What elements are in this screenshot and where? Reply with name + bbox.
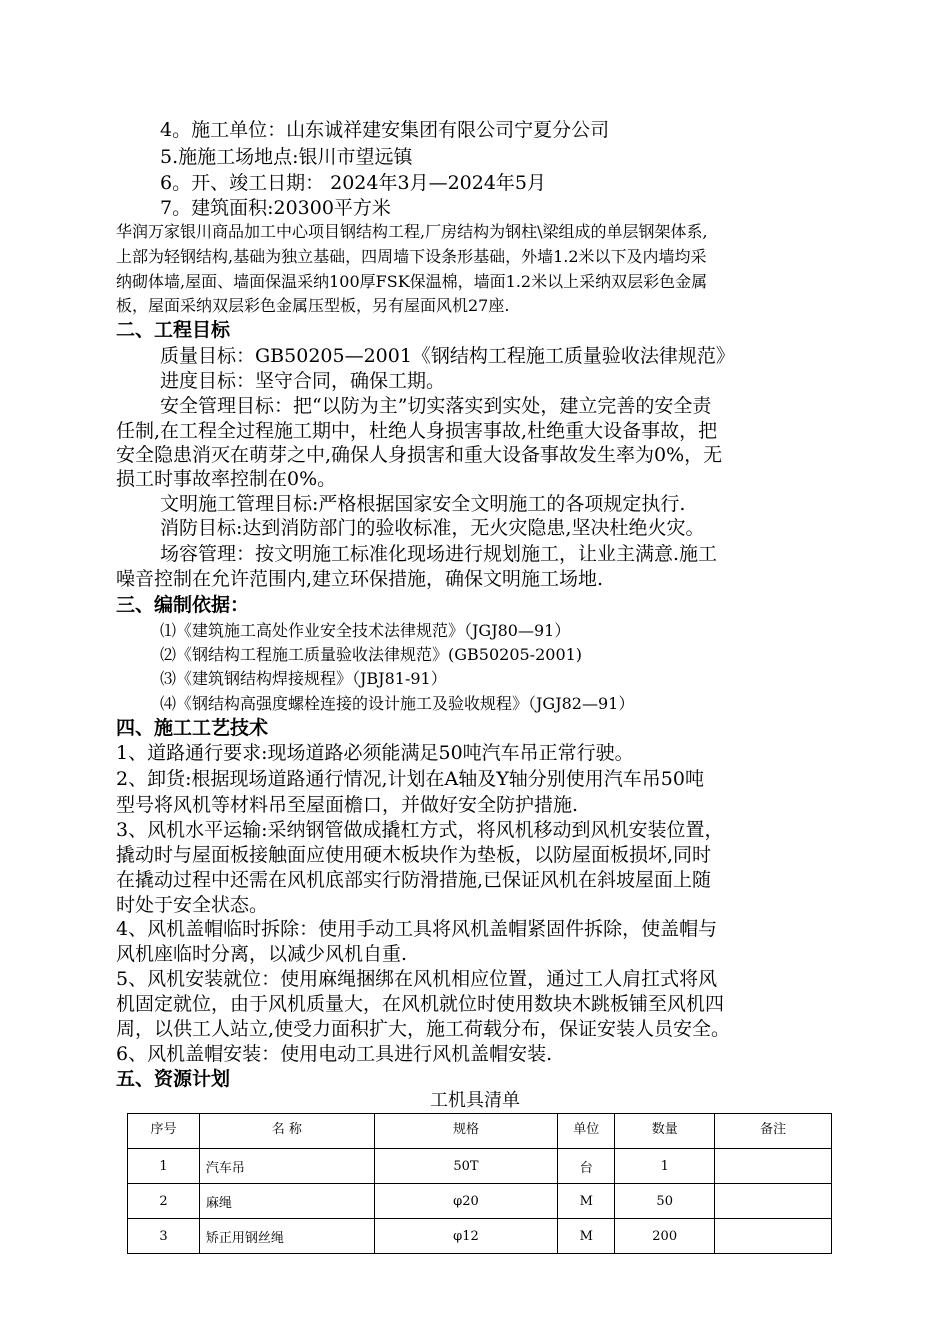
goal-line: 任制,在工程全过程施工期中，杜绝人身损害事故,杜绝重大设备事故，把: [116, 420, 718, 442]
section-heading-tech: 四、施工工艺技术: [116, 717, 269, 739]
header-cell: 备注: [715, 1114, 832, 1149]
header-cell: 单位: [558, 1114, 615, 1149]
basis-item: ⑶《建筑钢结构焊接规程》（JBJ81-91）: [160, 669, 447, 688]
table-header-row: [128, 1114, 832, 1149]
tech-line: 机固定就位，由于风机质量大，在风机就位时使用数块木跳板铺至风机四: [116, 993, 725, 1015]
equipment-table: [127, 1113, 832, 1254]
table-cell: [715, 1184, 832, 1219]
tech-line: 1、道路通行要求:现场道路必须能满足50吨汽车吊正常行驶。: [116, 742, 634, 764]
tech-line: 6、风机盖帽安装：使用电动工具进行风机盖帽安装.: [116, 1043, 553, 1065]
basis-item: ⑵《钢结构工程施工质量验收法律规范》(GB50205-2001): [160, 645, 583, 664]
basis-item: ⑷《钢结构高强度螺栓连接的设计施工及验收规程》（JGJ82—91）: [160, 694, 635, 713]
header-cell: 数量: [615, 1114, 715, 1149]
tech-line: 周，以供工人站立,使受力面积扩大，施工荷载分布，保证安装人员安全。: [116, 1018, 731, 1040]
goal-line: 损工时事故率控制在0%。: [116, 468, 337, 490]
table-cell: M: [558, 1219, 615, 1254]
project-description-line: 华润万家银川商品加工中心项目钢结构工程,厂房结构为钢柱\梁组成的单层钢架体系,: [116, 222, 708, 241]
tech-line: 2、卸货:根据现场道路通行情况,计划在A轴及Y轴分别使用汽车吊50吨: [116, 768, 704, 790]
construction-unit: 4。施工单位：山东诚祥建安集团有限公司宁夏分公司: [160, 119, 610, 141]
table-cell: 200: [615, 1219, 715, 1254]
section-heading-goals: 二、工程目标: [116, 319, 231, 341]
goal-line: 安全管理目标：把“以防为主”切实落实到实处，建立完善的安全责: [160, 395, 712, 417]
basis-item: ⑴《建筑施工高处作业安全技术法律规范》（JGJ80—91）: [160, 621, 571, 640]
table-cell: 3: [128, 1219, 200, 1254]
table-row: [128, 1219, 832, 1254]
table-cell: 汽车吊: [199, 1149, 374, 1184]
project-description-line: 上部为轻钢结构,基础为独立基础，四周墙下设条形基础，外墙1.2米以下及内墙均采: [116, 247, 707, 266]
header-cell: 规格: [374, 1114, 558, 1149]
construction-site: 5.施施工场地点:银川市望远镇: [160, 146, 413, 168]
table-cell: 矫正用钢丝绳: [199, 1219, 374, 1254]
table-cell: 台: [558, 1149, 615, 1184]
building-area: 7。建筑面积:20300平方米: [160, 197, 391, 219]
table-row: [128, 1149, 832, 1184]
goal-line: 噪音控制在允许范围内,建立环保措施，确保文明施工场地.: [116, 568, 604, 590]
section-heading-basis: 三、编制依据：: [116, 594, 250, 616]
table-cell: 50T: [374, 1149, 558, 1184]
table-cell: 2: [128, 1184, 200, 1219]
header-cell: 序号: [128, 1114, 200, 1149]
section-heading-resources: 五、资源计划: [116, 1068, 231, 1090]
tech-line: 4、风机盖帽临时拆除：使用手动工具将风机盖帽紧固件拆除，使盖帽与: [116, 918, 718, 940]
table-cell: φ20: [374, 1184, 558, 1219]
table-title: 工机具清单: [430, 1090, 520, 1111]
goal-line: 消防目标:达到消防部门的验收标准，无火灾隐患,坚决杜绝火灾。: [160, 517, 705, 539]
construction-dates: 6。开、竣工日期： 2024年3月—2024年5月: [160, 172, 547, 194]
table-cell: 1: [128, 1149, 200, 1184]
table-cell: 50: [615, 1184, 715, 1219]
goal-line: 文明施工管理目标:严格根据国家安全文明施工的各项规定执行.: [160, 493, 686, 515]
project-description-line: 纳砌体墙,屋面、墙面保温采纳100厚FSK保温棉，墙面1.2米以上采纳双层彩色金属: [116, 272, 708, 291]
table-cell: 1: [615, 1149, 715, 1184]
project-description-line: 板，屋面采纳双层彩色金属压型板，另有屋面风机27座.: [116, 296, 510, 315]
table-cell: [715, 1219, 832, 1254]
table-cell: 麻绳: [199, 1184, 374, 1219]
tech-line: 时处于安全状态。: [116, 894, 269, 916]
tech-line: 3、风机水平运输:采纳钢管做成撬杠方式，将风机移动到风机安装位置，: [116, 819, 724, 841]
table-cell: φ12: [374, 1219, 558, 1254]
tech-line: 撬动时与屋面板接触面应使用硬木板块作为垫板，以防屋面板损坏,同时: [116, 844, 712, 866]
table-cell: M: [558, 1184, 615, 1219]
table-row: [128, 1184, 832, 1219]
table-cell: [715, 1149, 832, 1184]
header-cell: 名 称: [199, 1114, 374, 1149]
goal-line: 质量目标：GB50205—2001《钢结构工程施工质量验收法律规范》: [160, 345, 735, 367]
tech-line: 在撬动过程中还需在风机底部实行防滑措施,已保证风机在斜坡屋面上随: [116, 869, 712, 891]
goal-line: 安全隐患消灭在萌芽之中,确保人身损害和重大设备事故发生率为0%，无: [116, 444, 723, 466]
tech-line: 5、风机安装就位：使用麻绳捆绑在风机相应位置，通过工人肩扛式将风: [116, 968, 718, 990]
goal-line: 场容管理：按文明施工标准化现场进行规划施工，让业主满意.施工: [160, 543, 718, 565]
tech-line: 风机座临时分离，以减少风机自重.: [116, 943, 408, 965]
goal-line: 进度目标：坚守合同，确保工期。: [160, 370, 446, 392]
tech-line: 型号将风机等材料吊至屋面檐口，并做好安全防护措施.: [116, 794, 579, 816]
